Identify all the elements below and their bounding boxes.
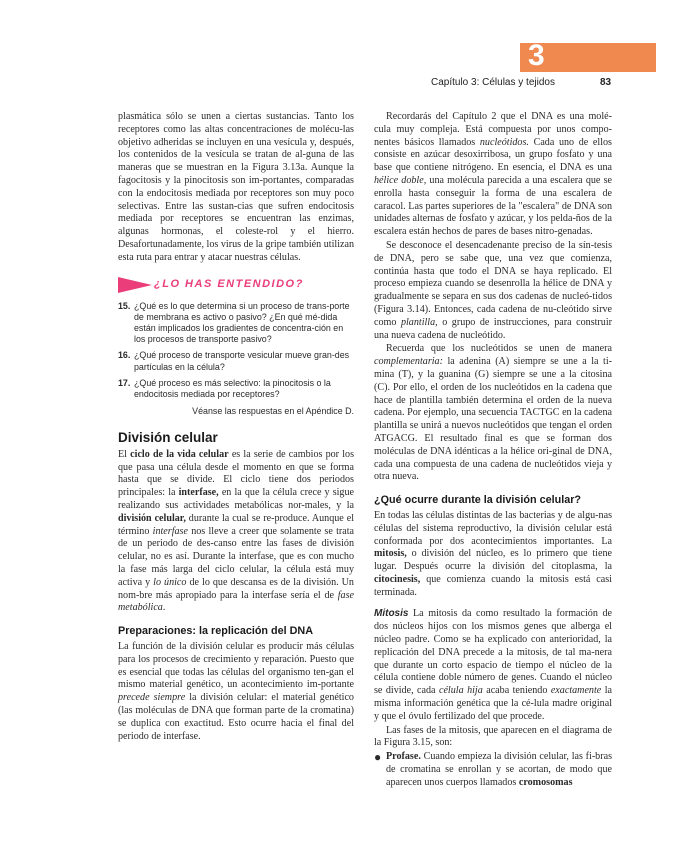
question-number: 16. — [118, 350, 131, 361]
question-text: ¿Qué proceso de transporte vesicular mueve gran-des partículas en la célula? — [134, 350, 350, 372]
paragraph-endocytosis: plasmática sólo se unen a ciertas sustancias. Tanto los receptores como las altas concentraciones de molécu-las objetivo adheridas se incluyen en una vesícula y, después, los contenidos de la vesícula se tratan de al-guna de las maneras que se muestran en la Figura 3.13a. Aunque la fagocitosis y la pinocitosis son im-portantes, comparadas con la endocitosis mediada por receptores son muy poco selectivas. Entre las sustan-cias que sufren endocitosis mediada por receptores se encuentran las enzimas, algunas hormonas, el coleste-rol y el hierro. Desafortunadamente, los virus de la gripe también utilizan esta ruta para entrar y atacar nuestras células. — [118, 111, 355, 263]
page-number: 83 — [600, 77, 612, 88]
paragraph-mitosis-intro: En todas las células distintas de las bacterias y de algu-nas células del sistema reproductivo, la división celular está conformada por dos acontecimientos importantes. La mitosis, o división del núcleo, es lo primero que tiene lugar. Después ocurre la división del citoplasma, la citocinesis, que comienza cuando la mitosis está casi terminada. — [374, 509, 612, 598]
right-column — [374, 111, 612, 790]
review-question — [118, 350, 354, 372]
review-title: ¿LO HAS ENTENDIDO? — [154, 277, 304, 290]
left-column — [118, 111, 354, 743]
subheading-division: ¿Qué ocurre durante la división celular? — [374, 494, 581, 507]
arrow-icon — [118, 277, 152, 293]
bullet-icon: ● — [374, 750, 382, 765]
review-banner — [118, 275, 354, 295]
question-text: ¿Qué es lo que determina si un proceso de trans-porte de membrana es activo o pasivo? ¿En qué mé-dida están implicados los gradientes de concentra-ción en los procesos de transporte pasivo? — [134, 300, 350, 345]
bullet-text: Profase. Cuando empieza la división celular, las fi-bras de cromatina se enrollan y se acortan, de modo que aparecen unos cuerpos llamados cromosomas — [386, 751, 612, 788]
answers-note: Véanse las respuestas en el Apéndice D. — [192, 406, 354, 417]
paragraph-complementary: Recuerda que los nucleótidos se unen de manera complementaria: la adenina (A) siempre se une a la ti-mina (T), y la guanina (G) siempre se une a la citosina (C). Por ello, el orden de los nucleótidos en la cadena que hace de plantilla también determina el orden de la nueva cadena. Por ejemplo, una secuencia TACTGC en la cadena plantilla se unirá a nuevos nucleótidos que tengan el orden ATGACG. El resultado final es que se forman dos moléculas de DNA idénticas a la hélice ori-ginal de DNA, cada una compuesta de una cadena de nucleótidos vieja y otra nueva. — [374, 343, 612, 483]
paragraph-cell-cycle: El ciclo de la vida celular es la serie de cambios por los que pasa una célula desde el momento en que se forma hasta que se divide. El ciclo tiene dos periodos principales: la interfase, en la que la célula crece y sigue realizando sus actividades metabólicas nor-males, y la división celular, durante la cual se re-produce. Aunque el término interfase nos lleve a creer que solamente se trata de un periodo de des-canso entre las fases de división celular, no es así. Durante la interfase, que es con mucho la fase más larga del ciclo celular, la célula está muy activa y lo único de lo que descansa es de la división. Un nom-bre más apropiado para la interfase sería el de fase metabólica. — [118, 448, 355, 614]
review-question — [118, 301, 354, 346]
paragraph-dna-synthesis: Se desconoce el desencadenante preciso de la sín-tesis de DNA, pero se sabe que, una vez que comienza, continúa hasta que todo el DNA se haya replicado. El proceso empieza cuando se desenrolla la hélice de DNA y gradualmente se separa en sus dos cadenas de nucleó-tidos (Figura 3.14). Entonces, cada cadena de nu-cleótido sirve como plantilla, o grupo de instrucciones, para construir una nueva cadena de nucleótido. — [374, 239, 612, 341]
paragraph-phases: Las fases de la mitosis, que aparecen en el diagrama de la Figura 3.15, son: — [374, 724, 612, 749]
paragraph-mitosis: Mitosis La mitosis da como resultado la formación de dos núcleos hijos con los mismos genes que alberga el núcleo padre. Como se ha explicado con anterioridad, la replicación del DNA precede a la mitosis, de tal ma-nera que durante un corto espacio de tiempo el núcleo de la célula contiene doble número de genes. Cuando el núcleo se divide, cada célula hija acaba teniendo exactamente la misma información genética que la cé-lula madre original y que el óvulo fertilizado del que procede. — [374, 608, 613, 722]
bullet-prophase — [374, 751, 612, 789]
running-title: Capítulo 3: Células y tejidos — [431, 77, 555, 88]
question-number: 17. — [118, 377, 131, 388]
question-text: ¿Qué proceso es más selectivo: la pinocitosis o la endocitosis mediada por receptores? — [134, 377, 331, 399]
chapter-number: 3 — [528, 39, 545, 72]
question-number: 15. — [118, 300, 131, 311]
paragraph-replication: La función de la división celular es producir más células para los procesos de crecimiento y reparación. Puesto que es esencial que todas las células del organismo ten-gan el mismo material genético, un acontecimiento im-portante precede siempre la división celular: el material genético (las moléculas de DNA que forman parte de la cromatina) se duplica con exactitud. Esto ocurre hacia el final del periodo de interfase. — [118, 640, 354, 742]
section-heading-division: División celular — [118, 429, 218, 445]
subheading-dna-replication: Preparaciones: la replicación del DNA — [118, 625, 314, 638]
review-question — [118, 378, 354, 400]
paragraph-dna-structure: Recordarás del Capítulo 2 que el DNA es una molé-cula muy compleja. Está compuesta por unos compo-nentes básicos llamados nucleótidos. Cada uno de ellos consiste en azúcar desoxirribosa, un grupo fosfato y una base que contiene nitrógeno. En esencia, el DNA es una hélice doble, una molécula parecida a una escalera que se enrolla hasta conseguir la forma de una escalera de caracol. Las partes superiores de la "escalera" de DNA son unidades alternas de fosfato y azúcar, y los pelda-ños de la escalera están hechos de pares de bases nitro-genadas. — [374, 111, 612, 238]
